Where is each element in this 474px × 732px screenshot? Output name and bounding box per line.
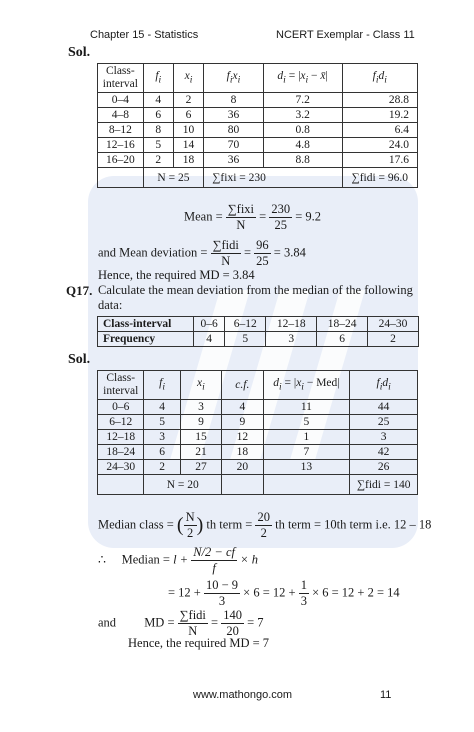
table-cell: 6 (144, 445, 180, 460)
table-cell: 70 (204, 138, 263, 153)
table-cell: 6–12 (225, 317, 266, 332)
sol-label: Sol. (68, 352, 91, 367)
col-header: $f_i$ (143, 64, 173, 93)
col-header: $d_i = |x_i$ − x̄| (263, 64, 342, 93)
table-cell: 4 (222, 400, 263, 415)
table-cell: 6.4 (342, 123, 417, 138)
table-cell: 13 (263, 460, 350, 475)
footer-url[interactable]: www.mathongo.com (193, 689, 293, 701)
table-cell: 9 (222, 415, 263, 430)
table-cell: 1 (263, 430, 350, 445)
table-cell: 20 (222, 460, 263, 475)
page-number: 11 (380, 689, 392, 701)
table-row (98, 445, 418, 460)
table-cell: 10 (173, 123, 203, 138)
table-cell: 11 (263, 400, 350, 415)
table-cell (263, 475, 350, 495)
table-cell: N = 20 (144, 475, 222, 495)
table-cell: 7 (263, 445, 350, 460)
table-cell: 2 (143, 153, 173, 168)
table-cell: 36 (204, 153, 263, 168)
table-cell: 4 (194, 332, 225, 347)
col-header: $f_id_i$ (342, 64, 417, 93)
table-cell: 8 (204, 93, 263, 108)
median-formula: ∴ Median = l + $\frac{N/2 - cf}{f}$ × h (98, 545, 258, 575)
table-cell: ∑fixi = 230 (204, 168, 342, 188)
table-cell: 18–24 (98, 445, 144, 460)
table-cell: 5 (263, 415, 350, 430)
col-header: Class- interval (98, 371, 144, 400)
table-cell: 8 (143, 123, 173, 138)
col-header: c.f. (222, 371, 263, 400)
chapter-title: Chapter 15 - Statistics (90, 29, 199, 41)
col-header: $f_i$ (144, 371, 180, 400)
table-cell: 0.8 (263, 123, 342, 138)
table-cell: 36 (204, 108, 263, 123)
table-cell: Class-interval (98, 317, 194, 332)
table-row (98, 400, 418, 415)
table-cell: 26 (350, 460, 418, 475)
table-cell: 80 (204, 123, 263, 138)
table-cell: 2 (173, 93, 203, 108)
table-cell: 6–12 (98, 415, 144, 430)
table-cell: 24.0 (342, 138, 417, 153)
question-label: Q17. (66, 283, 93, 298)
table-cell: 12–18 (266, 317, 317, 332)
table-cell: 42 (350, 445, 418, 460)
sol-label: Sol. (68, 45, 91, 60)
col-header: $d_i = |x_i - Med|$ (263, 371, 350, 400)
table-cell: N = 25 (143, 168, 204, 188)
table-cell: 4 (144, 400, 180, 415)
table-cell: 24–30 (98, 460, 144, 475)
col-header: $f_id_i$ (350, 371, 418, 400)
table-cell: 5 (144, 415, 180, 430)
table-cell: 4 (143, 93, 173, 108)
table-total-row (98, 475, 418, 495)
table-cell: 18 (222, 445, 263, 460)
table-cell (98, 475, 144, 495)
table-cell: 6 (173, 108, 203, 123)
table-row (98, 415, 418, 430)
table-cell: 21 (180, 445, 221, 460)
table-row (98, 93, 418, 108)
question-text-line2: data: (98, 298, 123, 312)
table-cell: 4–8 (98, 108, 144, 123)
table-cell: 9 (180, 415, 221, 430)
table-cell: 6 (143, 108, 173, 123)
table-cell: 28.8 (342, 93, 417, 108)
table-cell: 8–12 (98, 123, 144, 138)
table-row (98, 123, 418, 138)
table-cell: 8.8 (263, 153, 342, 168)
table-total-row (98, 168, 418, 188)
table-cell: 18 (173, 153, 203, 168)
table-cell: 3.2 (263, 108, 342, 123)
table-cell: 15 (180, 430, 221, 445)
table-cell: 3 (266, 332, 317, 347)
table-cell: 12 (222, 430, 263, 445)
table-row (98, 138, 418, 153)
hence-statement-2: Hence, the required MD = 7 (128, 636, 270, 650)
table-row (98, 430, 418, 445)
table-cell: 44 (350, 400, 418, 415)
solution-table-2 (97, 370, 418, 495)
table-cell: 16–20 (98, 153, 144, 168)
col-header: $x_i$ (173, 64, 203, 93)
table-cell: 3 (144, 430, 180, 445)
table-cell: 25 (350, 415, 418, 430)
hence-statement-1: Hence, the required MD = 3.84 (98, 268, 255, 282)
table-cell: 2 (368, 332, 419, 347)
table-cell: 3 (180, 400, 221, 415)
table-cell: 0–6 (194, 317, 225, 332)
md-equation: and MD = $\frac{\text{∑fidi}}{N}$ = $\frac{140}{20}$ = 7 (98, 608, 264, 638)
table-row (98, 108, 418, 123)
median-class-line: Median class = ( $\frac{N}{2}$ ) th term = $\frac{20}{2}$ th term = 10th term i.e. 12 – 18 (98, 510, 432, 540)
col-header: $x_i$ (180, 371, 221, 400)
table-cell: 12–18 (98, 430, 144, 445)
table-cell (222, 475, 263, 495)
mean-deviation-equation: and Mean deviation = $\frac{\text{∑fidi}}{N}$ = $\frac{96}{25}$ = 3.84 (98, 238, 306, 268)
table-cell: 12–16 (98, 138, 144, 153)
table-cell: 5 (225, 332, 266, 347)
table-cell: 3 (350, 430, 418, 445)
table-cell: 19.2 (342, 108, 417, 123)
mean-equation: Mean = $\frac{\text{∑fixi}}{N}$ = $\frac{230}{25}$ = 9.2 (184, 202, 322, 232)
table-cell: 18–24 (317, 317, 368, 332)
table-cell: 14 (173, 138, 203, 153)
table-cell: 4.8 (263, 138, 342, 153)
book-title: NCERT Exemplar - Class 11 (276, 29, 415, 41)
col-header: $f_ix_i$ (204, 64, 263, 93)
table-row (98, 460, 418, 475)
solution-table-1 (97, 63, 418, 188)
table-cell: ∑fidi = 96.0 (342, 168, 417, 188)
table-cell: 27 (180, 460, 221, 475)
table-cell: 2 (144, 460, 180, 475)
table-cell: ∑fidi = 140 (350, 475, 418, 495)
table-cell (98, 168, 144, 188)
table-cell: 0–6 (98, 400, 144, 415)
table-cell: 0–4 (98, 93, 144, 108)
table-cell: 17.6 (342, 153, 417, 168)
table-cell: Frequency (98, 332, 194, 347)
table-cell: 6 (317, 332, 368, 347)
question-data-table (97, 316, 419, 347)
table-cell: 24–30 (368, 317, 419, 332)
table-cell: 7.2 (263, 93, 342, 108)
table-row (98, 153, 418, 168)
median-computation: = 12 + $\frac{10 - 9}{3}$ × 6 = 12 + $\frac{1}{3}$ × 6 = 12 + 2 = 14 (168, 578, 400, 608)
table-cell: 5 (143, 138, 173, 153)
question-text-line1: Calculate the mean deviation from the median of the following (98, 283, 413, 297)
col-header: Class- interval (98, 64, 144, 93)
